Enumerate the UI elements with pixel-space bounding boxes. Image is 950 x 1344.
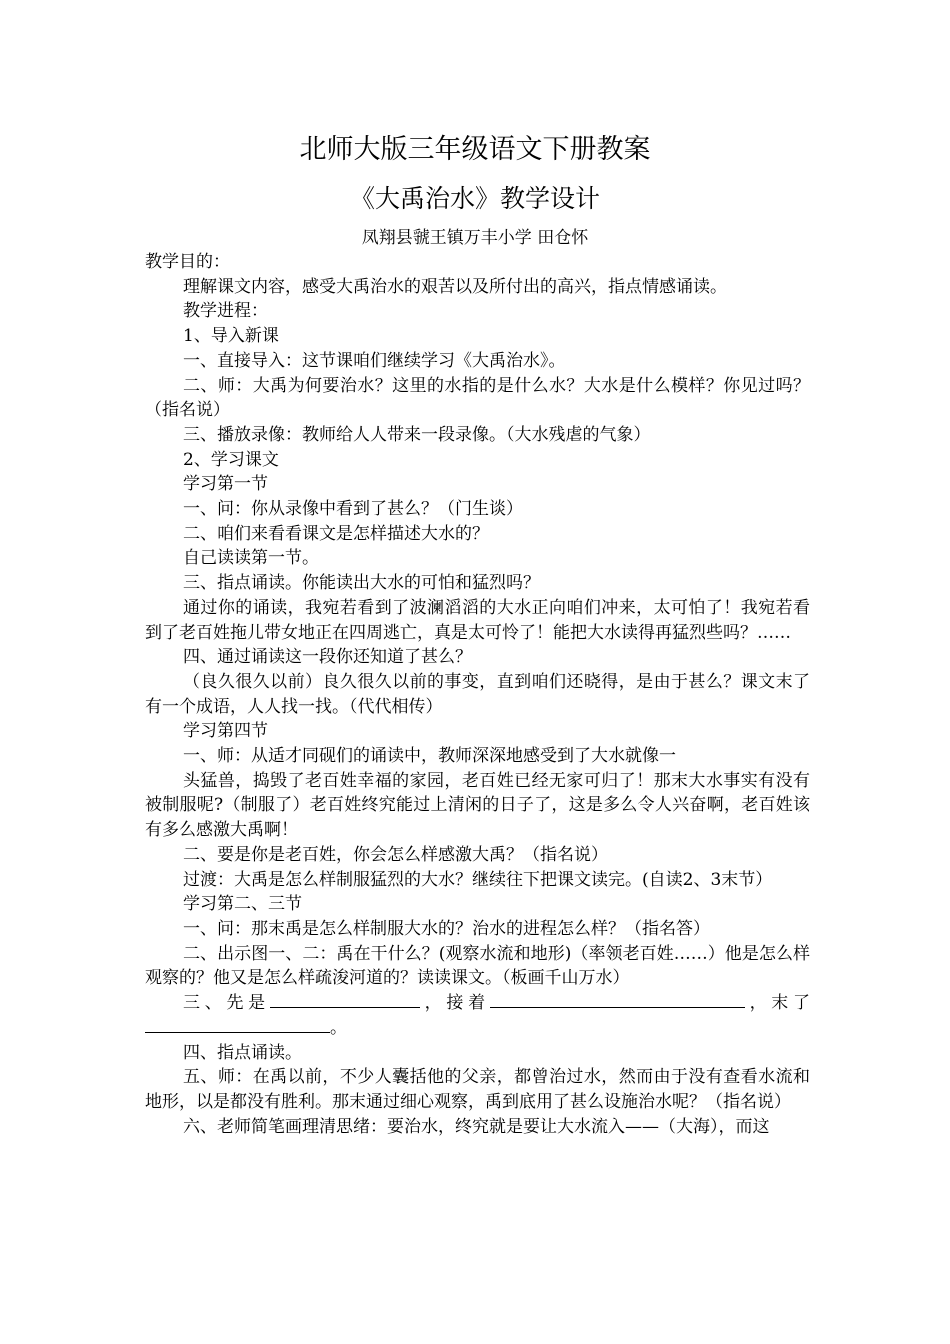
paragraph: 学习第一节 [183,474,268,495]
document-body [145,250,810,1139]
document-title: 北师大版三年级语文下册教案 [299,134,651,165]
paragraph: 学习第二、三节 [183,894,302,915]
paragraph: 2、学习课文 [183,449,279,470]
paragraph: 六、老师简笔画理清思绪：要治水，终究就是要让大水流入——（大海），而这 [183,1116,770,1137]
paragraph: 二、出示图一、二：禹在干什么？(观察水流和地形)（率领老百姓……）他是怎么样观察的？他又是怎么样疏浚河道的？读读课文。（板画千山万水） [145,943,810,989]
paragraph: 一、直接导入：这节课咱们继续学习《大禹治水》。 [183,350,566,371]
paragraph: 一、问：那末禹是怎么样制服大水的？治水的进程怎么样？（指名答） [183,918,710,939]
paragraph: 四、通过诵读这一段你还知道了甚么？ [183,647,472,668]
paragraph: 二、师：大禹为何要治水？这里的水指的是什么水？大水是什么模样？你见过吗？（指名说） [145,375,810,421]
paragraph: 教学目的： [145,252,230,272]
fill-text: ，接着 [419,993,490,1014]
fill-in-blank [270,991,420,1008]
paragraph: （良久很久以前）良久很久以前的事变，直到咱们还晓得，是由于甚么？课文末了有一个成语，人人找一找。（代代相传） [145,671,810,717]
fill-text: 三、先是 [183,993,270,1014]
fill-in-blank [145,1016,330,1033]
paragraph: 四、指点诵读。 [183,1042,302,1063]
paragraph: 头猛兽，捣毁了老百姓幸福的家园，老百姓已经无家可归了！那末大水事实有没有被制服呢?（制服了）老百姓终究能过上清闲的日子了，这是多么令人兴奋啊，老百姓该有多么感激大禹啊！ [145,770,810,841]
paragraph: 理解课文内容，感受大禹治水的艰苦以及所付出的高兴，指点情感诵读。 [183,276,727,297]
paragraph: 五、师：在禹以前，不少人囊括他的父亲，都曾治过水，然而由于没有查看水流和地形，以是都没有胜利。那末通过细心观察，禹到底用了甚么设施治水呢？（指名说） [145,1067,810,1112]
document-author: 凤翔县虢王镇万丰小学 田仓怀 [361,228,589,248]
paragraph: 一、师：从适才同砚们的诵读中，教师深深地感受到了大水就像一 [183,746,676,767]
fill-text: 。 [330,1017,347,1038]
paragraph: 过渡：大禹是怎么样制服猛烈的大水？继续往下把课文读完。(自读2、3末节） [183,869,773,890]
paragraph: 自己读读第一节。 [183,548,319,569]
paragraph: 学习第四节 [183,721,268,742]
document-subtitle: 《大禹治水》教学设计 [349,184,600,213]
paragraph [145,991,810,1040]
fill-text: ，末了 [744,993,811,1014]
paragraph: 1、导入新课 [183,326,279,347]
paragraph: 二、咱们来看看课文是怎样描述大水的？ [183,523,489,544]
paragraph: 二、要是你是老百姓，你会怎么样感激大禹？（指名说） [183,844,608,865]
paragraph: 教学进程： [183,301,268,322]
paragraph: 三、指点诵读。你能读出大水的可怕和猛烈吗？ [183,573,540,594]
paragraph: 通过你的诵读，我宛若看到了波澜滔滔的大水正向咱们冲来，太可怕了！我宛若看到了老百姓拖儿带女地正在四周逃亡，真是太可怜了！能把大水读得再猛烈些吗？…… [145,597,810,643]
paragraph: 一、问：你从录像中看到了甚么？（门生谈） [183,499,523,520]
paragraph: 三、播放录像：教师给人人带来一段录像。（大水残虐的气象） [183,424,651,445]
fill-in-blank [490,991,745,1008]
